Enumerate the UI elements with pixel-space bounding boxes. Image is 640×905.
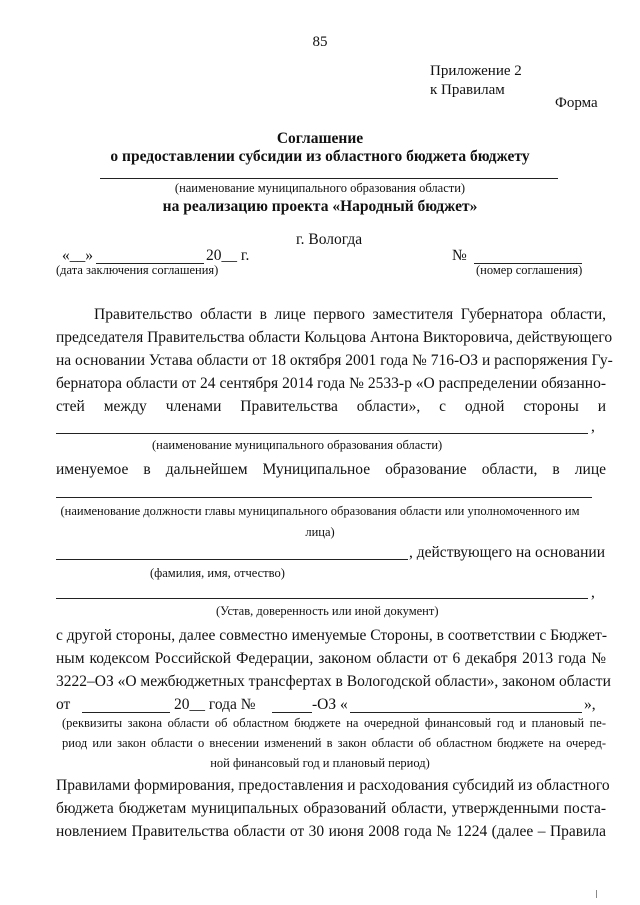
agreement-title: Соглашение (276, 130, 364, 147)
municipality-caption: (наименование муниципального образования области) (174, 181, 466, 195)
form-label: Форма (555, 95, 598, 111)
comma: , (591, 418, 595, 435)
body-line: ным кодексом Российской Федерации, законом области от 6 декабря 2013 года № (56, 650, 606, 667)
law-date-line[interactable] (82, 712, 170, 713)
municipality-name-line (100, 178, 558, 179)
body-line: бернатора области от 24 сентября 2014 года № 2533-р «О распределении обязанно- (56, 375, 606, 392)
project-title: на реализацию проекта «Народный бюджет» (162, 198, 478, 215)
appendix-line-1: Приложение 2 (430, 63, 522, 79)
law-number-line[interactable] (272, 712, 312, 713)
municipality-fill-caption: (наименование муниципального образования области) (152, 438, 443, 452)
fio-caption: (фамилия, имя, отчество) (150, 566, 285, 580)
date-year: 20__ г. (206, 247, 250, 264)
charter-caption: (Устав, доверенность или иной документ) (216, 604, 439, 618)
law-oz: -ОЗ « (312, 696, 348, 713)
law-from: от (56, 696, 71, 713)
body-line: бюджета бюджетам муниципальных образований области, утвержденными поста- (56, 800, 606, 817)
body-line: 3222–ОЗ «О межбюджетных трансфертах в Вологодской области», законом области (56, 673, 611, 690)
page-number: 85 (312, 34, 328, 50)
body-line: новлением Правительства области от 30 июня 2008 года № 1224 (далее – Правила (56, 823, 606, 840)
law-title-line[interactable] (350, 712, 582, 713)
body-line: Правилами формирования, предоставления и расходования субсидий из областного (56, 777, 610, 794)
city: г. Вологда (296, 231, 363, 248)
body-line: Правительство области в лице первого заместителя Губернатора области, (94, 306, 606, 323)
law-caption: (реквизиты закона области об областном бюджете на очередной финансовый год и плановый пе- (62, 716, 606, 730)
charter-fill-line[interactable] (56, 598, 588, 599)
law-caption: риод или закон области о внесении изменений в закон области об областном бюджете на очеред- (62, 736, 606, 750)
number-caption: (номер соглашения) (476, 263, 583, 277)
law-year: 20__ года № (174, 696, 256, 713)
number-sign: № (452, 247, 467, 264)
body-line: именуемое в дальнейшем Муниципальное образование области, в лице (56, 461, 606, 478)
municipality-fill-line[interactable] (56, 433, 588, 434)
date-caption: (дата заключения соглашения) (56, 263, 219, 277)
scan-mark (596, 890, 597, 898)
body-line: с другой стороны, далее совместно именуемые Стороны, в соответствии с Бюджет- (56, 627, 607, 644)
position-caption: (наименование должности главы муниципального образования области или уполномоченного им (60, 504, 580, 518)
body-line: председателя Правительства области Кольцова Антона Викторовича, действующего (56, 329, 613, 346)
appendix-reference (430, 62, 522, 100)
agreement-subtitle: о предоставлении субсидии из областного бюджета бюджету (110, 148, 530, 165)
law-end: », (584, 696, 596, 713)
date-quote: «__» (62, 247, 93, 264)
fio-fill-line[interactable] (56, 559, 408, 560)
law-caption-end: ной финансовый год и плановый период) (210, 756, 430, 770)
appendix-line-2: к Правилам (430, 82, 505, 98)
comma: , (591, 584, 595, 601)
body-line: на основании Устава области от 18 октября 2001 года № 716-ОЗ и распоряжения Гу- (56, 352, 613, 369)
acting-on-basis: , действующего на основании (409, 544, 605, 561)
body-line: стей между членами Правительства области», с одной стороны и (56, 398, 606, 415)
position-fill-line[interactable] (56, 497, 592, 498)
position-caption-continued: лица) (305, 525, 335, 539)
